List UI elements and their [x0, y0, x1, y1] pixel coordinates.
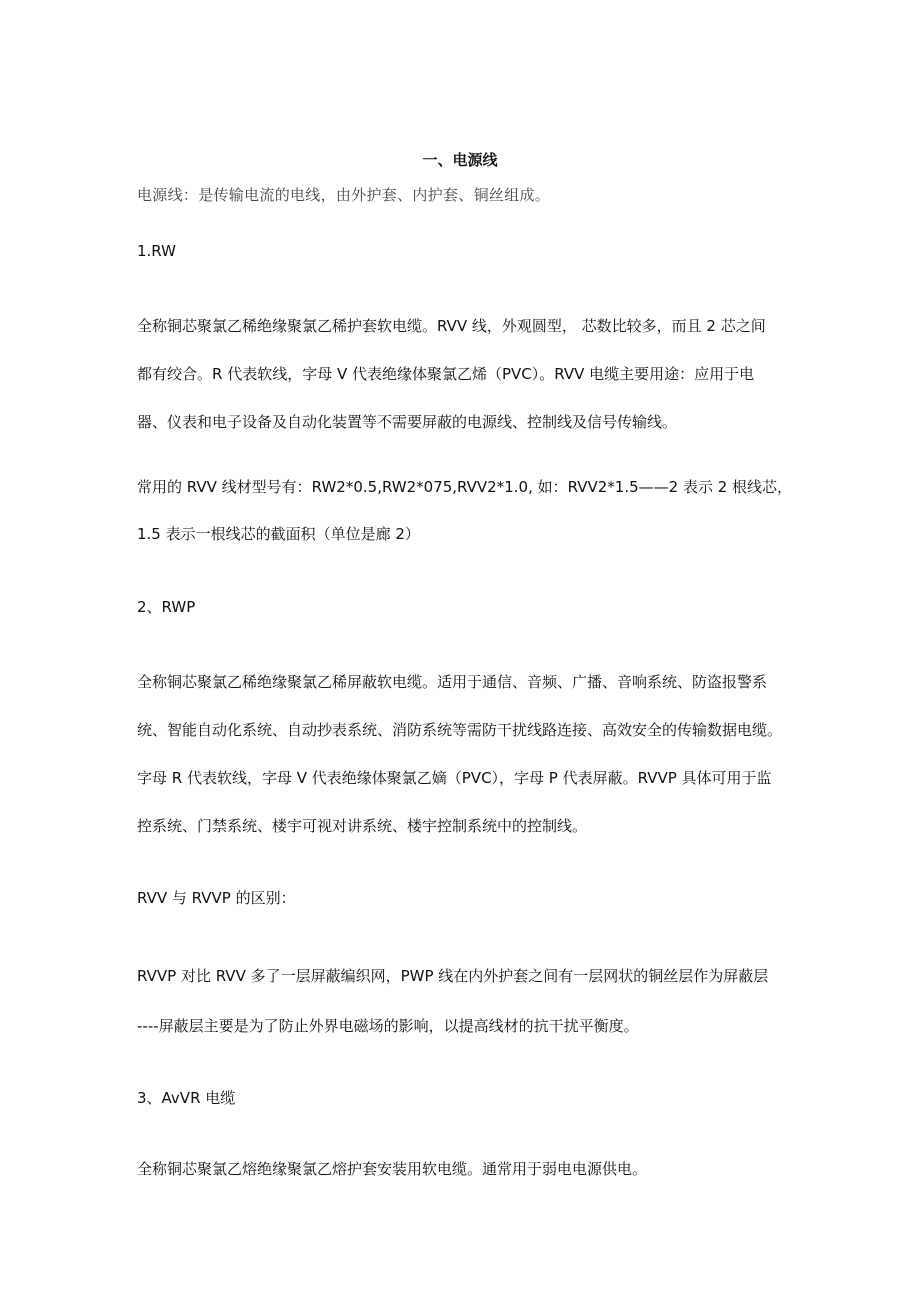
difference-heading: RVV 与 RVVP 的区别： [137, 889, 296, 907]
page-title: 一、电源线 [422, 151, 498, 169]
section-2-heading: 2、RWP [137, 598, 196, 616]
section-1-models-line: 1.5 表示一根线芯的截面积（单位是廊 2） [137, 525, 420, 543]
difference-text-line: ----屏蔽层主要是为了防止外界电磁场的影响，以提高线材的抗干扰平衡度。 [137, 1017, 639, 1035]
section-1-heading: 1.RW [137, 242, 176, 260]
section-1-models-line: 常用的 RVV 线材型号有：RW2*0.5,RW2*075,RVV2*1.0, 如：RVV2*1.5——2 表示 2 根线芯， [137, 478, 793, 496]
section-3-text-line: 全称铜芯聚氯乙熔绝缘聚氯乙熔护套安装用软电缆。通常用于弱电电源供电。 [137, 1160, 648, 1178]
section-2-text-line: 控系统、门禁系统、楼宇可视对讲系统、楼宇控制系统中的控制线。 [137, 817, 588, 835]
section-2-text-line: 全称铜芯聚氯乙稀绝缘聚氯乙稀屏蔽软电缆。适用于通信、音频、广播、音响系统、防盗报警系 [137, 673, 768, 691]
intro-paragraph: 电源线：是传输电流的电线，由外护套、内护套、铜丝组成。 [137, 186, 551, 204]
section-3-heading: 3、AvVR 电缆 [137, 1089, 236, 1107]
section-2-text-line: 字母 R 代表软线，字母 V 代表绝缘体聚氯乙嫡（PVC），字母 P 代表屏蔽。RVVP 具体可用于监 [137, 769, 772, 787]
section-2-text-line: 统、智能自动化系统、自动抄表系统、消防系统等需防干扰线路连接、高效安全的传输数据电缆。 [137, 721, 783, 739]
difference-text-line: RVVP 对比 RVV 多了一层屏蔽编织网，PWP 线在内外护套之间有一层网状的铜丝层作为屏蔽层 [137, 967, 769, 985]
section-1-text-line: 都有绞合。R 代表软线，字母 V 代表绝缘体聚氯乙烯（PVC）。RVV 电缆主要用途：应用于电 [137, 365, 755, 383]
section-1-text-line: 全称铜芯聚氯乙稀绝缘聚氯乙稀护套软电缆。RVV 线，外观圆型， 芯数比较多，而且 2 芯之间 [137, 317, 766, 335]
section-1-text-line: 器、仪表和电子设备及自动化装置等不需要屏蔽的电源线、控制线及信号传输线。 [137, 413, 678, 431]
